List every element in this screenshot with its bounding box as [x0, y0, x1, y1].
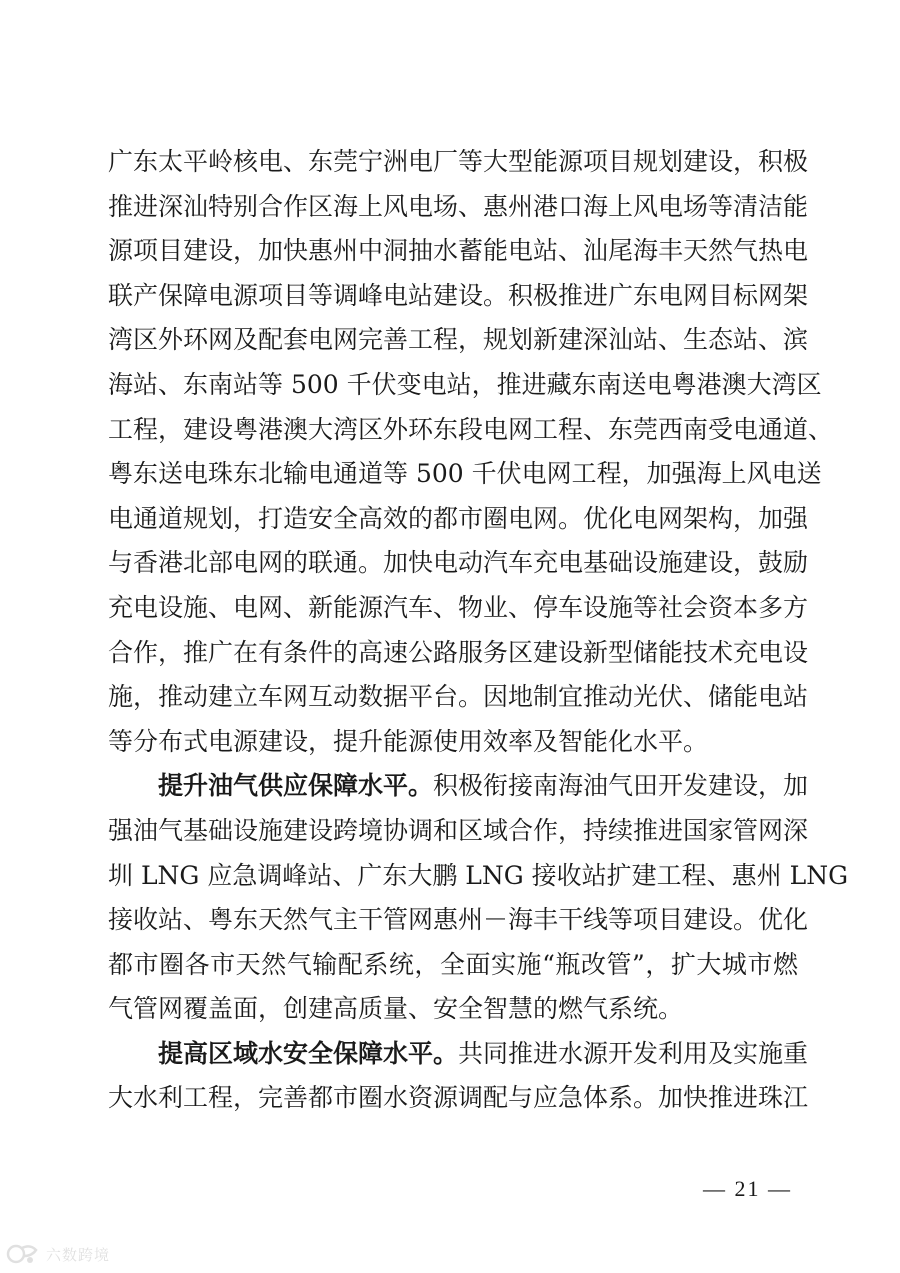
paragraph-energy-projects [108, 140, 834, 764]
text-line: 等分布式电源建设，提升能源使用效率及智能化水平。 [108, 726, 709, 756]
text-line: 源项目建设，加快惠州中洞抽水蓄能电站、汕尾海丰天然气热电 [108, 236, 809, 266]
text-line: 联产保障电源项目等调峰电站建设。积极推进广东电网目标网架 [108, 280, 809, 310]
paragraph-oil-gas [108, 764, 849, 1032]
paragraph-heading: 提升油气供应保障水平。 [158, 771, 434, 801]
text-line: 大水利工程，完善都市圈水资源调配与应急体系。加快推进珠江 [108, 1083, 809, 1113]
text-line: 与香港北部电网的联通。加快电动汽车充电基础设施建设，鼓励 [108, 548, 809, 578]
text-line: 充电设施、电网、新能源汽车、物业、停车设施等社会资本多方 [108, 592, 809, 622]
paragraph-heading: 提高区域水安全保障水平。 [158, 1038, 459, 1068]
text-line: 广东太平岭核电、东莞宁洲电厂等大型能源项目规划建设，积极 [108, 147, 809, 176]
body-text [108, 140, 849, 1121]
text-line: 接收站、粤东天然气主干管网惠州－海丰干线等项目建设。优化 [108, 905, 809, 935]
text-line: 圳 LNG 应急调峰站、广东大鹏 LNG 接收站扩建工程、惠州 LNG [108, 860, 849, 890]
text-line: 合作，推广在有条件的高速公路服务区建设新型储能技术充电设 [108, 637, 809, 667]
text-line: 气管网覆盖面，创建高质量、安全智慧的燃气系统。 [108, 994, 684, 1024]
paragraph-water-security [108, 1032, 809, 1121]
watermark-text: 六数跨境 [46, 1245, 111, 1264]
text-line [108, 1032, 809, 1077]
text-line: 海站、东南站等 500 千伏变电站，推进藏东南送电粤港澳大湾区 [108, 369, 822, 399]
text-line: 电通道规划，打造安全高效的都市圈电网。优化电网架构，加强 [108, 503, 809, 533]
text-line: 湾区外环网及配套电网完善工程，规划新建深汕站、生态站、滨 [108, 325, 809, 355]
paragraph-text: 积极衔接南海油气田开发建设，加 [433, 771, 809, 801]
watermark [6, 1240, 110, 1268]
text-line: 推进深汕特别合作区海上风电场、惠州港口海上风电场等清洁能 [108, 191, 809, 221]
text-line: 工程，建设粤港澳大湾区外环东段电网工程、东莞西南受电通道、 [108, 414, 834, 444]
text-line: 强油气基础设施建设跨境协调和区域合作，持续推进国家管网深 [108, 815, 809, 845]
page-number: — 21 — [703, 1176, 792, 1201]
paragraph-text: 共同推进水源开发利用及实施重 [458, 1038, 809, 1068]
text-line: 都市圈各市天然气输配系统，全面实施“瓶改管”，扩大城市燃 [108, 949, 798, 979]
text-line: 施，推动建立车网互动数据平台。因地制宜推动光伏、储能电站 [108, 682, 809, 712]
text-line: 粤东送电珠东北输电通道等 500 千伏电网工程，加强海上风电送 [108, 459, 822, 489]
brand-logo-icon [6, 1242, 40, 1266]
text-line [108, 764, 809, 809]
